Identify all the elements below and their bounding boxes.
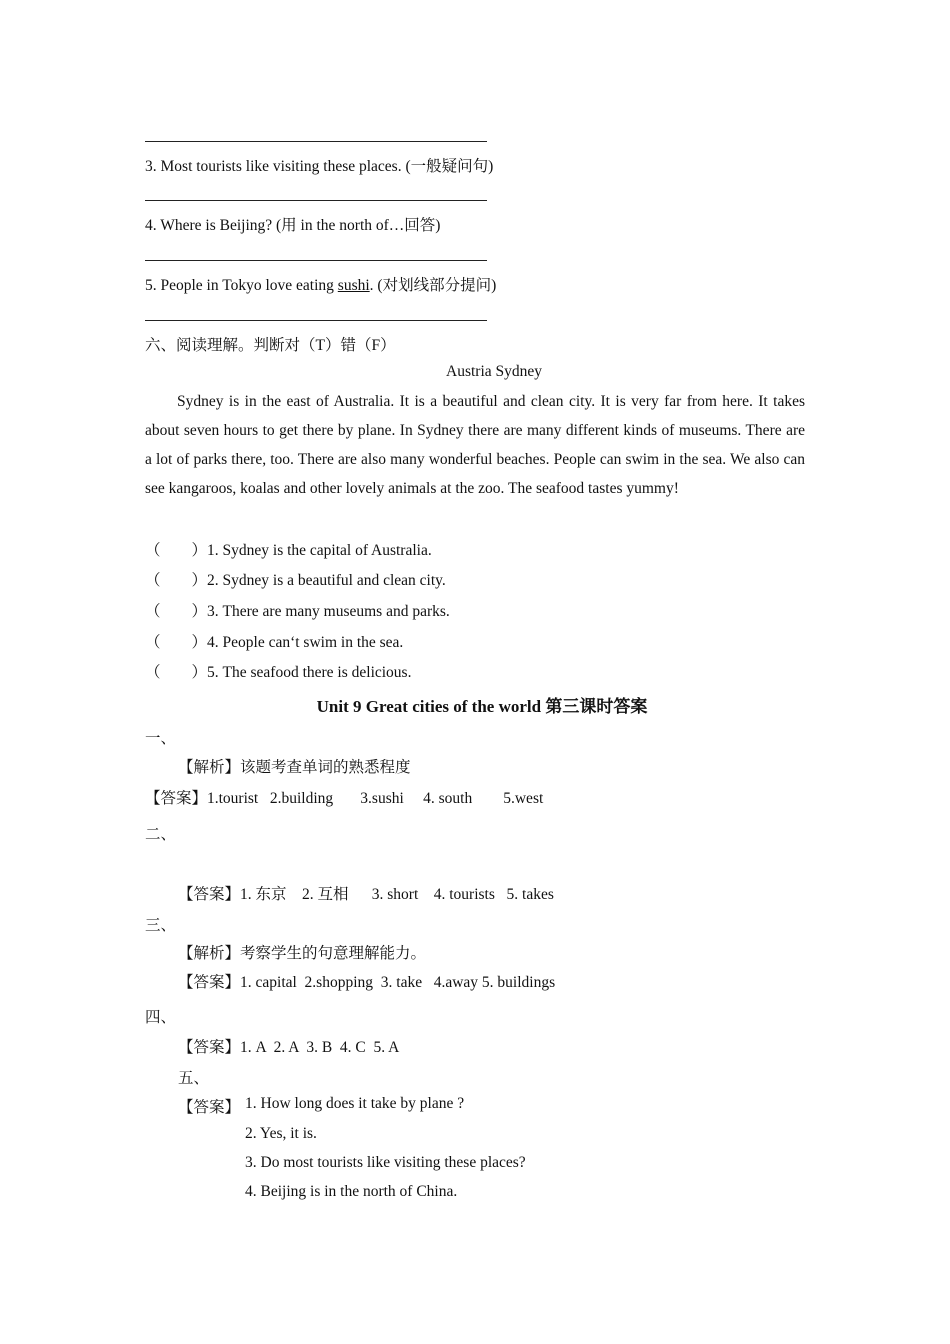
section-2-label: 二、: [145, 826, 177, 843]
tf-item: [145, 538, 432, 560]
question-3: 3. Most tourists like visiting these places. (一般疑问句): [145, 158, 494, 175]
section-1-analysis: 【解析】该题考查单词的熟悉程度: [178, 759, 411, 776]
tf-bracket: （ ）: [145, 603, 208, 620]
reading-title: Austria Sydney: [446, 363, 543, 380]
answer-line: [145, 320, 487, 321]
section-5-line: 3. Do most tourists like visiting these places?: [245, 1154, 526, 1171]
tf-bracket: （ ）: [145, 572, 208, 589]
reading-heading: 六、阅读理解。判断对（T）错（F）: [145, 337, 396, 354]
section-1-label: 一、: [145, 730, 177, 747]
question-4: 4. Where is Beijing? (用 in the north of…回答): [145, 217, 441, 234]
section-5-line: 4. Beijing is in the north of China.: [245, 1183, 458, 1200]
section-1-answer: 【答案】1.tourist 2.building 3.sushi 4. south 5.west: [145, 790, 544, 807]
question-5-instruction: . (对划线部分提问): [369, 277, 497, 294]
tf-item: [145, 568, 446, 590]
tf-text: 2. Sydney is a beautiful and clean city.: [207, 572, 446, 589]
question-5: [145, 273, 496, 295]
tf-item: [145, 630, 403, 652]
section-3-label: 三、: [145, 917, 177, 934]
section-2-answer: 【答案】1. 东京 2. 互相 3. short 4. tourists 5. takes: [178, 886, 554, 903]
tf-bracket: （ ）: [145, 634, 208, 651]
answer-line: [145, 200, 487, 201]
section-3-analysis: 【解析】考察学生的句意理解能力。: [178, 945, 427, 962]
tf-bracket: （ ）: [145, 542, 208, 559]
answers-title: Unit 9 Great cities of the world 第三课时答案: [316, 697, 648, 716]
section-5-prefix: 【答案】: [178, 1099, 241, 1116]
tf-item: [145, 599, 450, 621]
question-5-text: 5. People in Tokyo love eating: [145, 277, 338, 294]
underlined-word: sushi: [337, 277, 370, 294]
section-4-label: 四、: [145, 1009, 177, 1026]
tf-text: 3. There are many museums and parks.: [207, 603, 450, 620]
section-4-answer: 【答案】1. A 2. A 3. B 4. C 5. A: [178, 1039, 400, 1056]
tf-bracket: （ ）: [145, 664, 208, 681]
section-5-label: 五、: [178, 1070, 210, 1087]
section-5-line: 1. How long does it take by plane ?: [245, 1095, 465, 1112]
section-3-answer: 【答案】1. capital 2.shopping 3. take 4.away 5. buildings: [178, 974, 556, 991]
tf-text: 1. Sydney is the capital of Australia.: [207, 542, 432, 559]
section-5-line: 2. Yes, it is.: [245, 1125, 317, 1142]
answer-line: [145, 260, 487, 261]
answer-line: [145, 141, 487, 142]
reading-passage: Sydney is in the east of Australia. It is a beautiful and clean city. It is very far from here. It takes about seven hours to get there by plane. In Sydney there are many different kinds of museums. There are a lot of parks there, too. There are also many wonderful beaches. People can swim in the sea. We also can see kangaroos, koalas and other lovely animals at the zoo. The seafood tastes yummy!: [145, 393, 805, 497]
tf-text: 4. People can‘t swim in the sea.: [207, 634, 404, 651]
tf-item: [145, 660, 411, 682]
tf-text: 5. The seafood there is delicious.: [207, 664, 412, 681]
